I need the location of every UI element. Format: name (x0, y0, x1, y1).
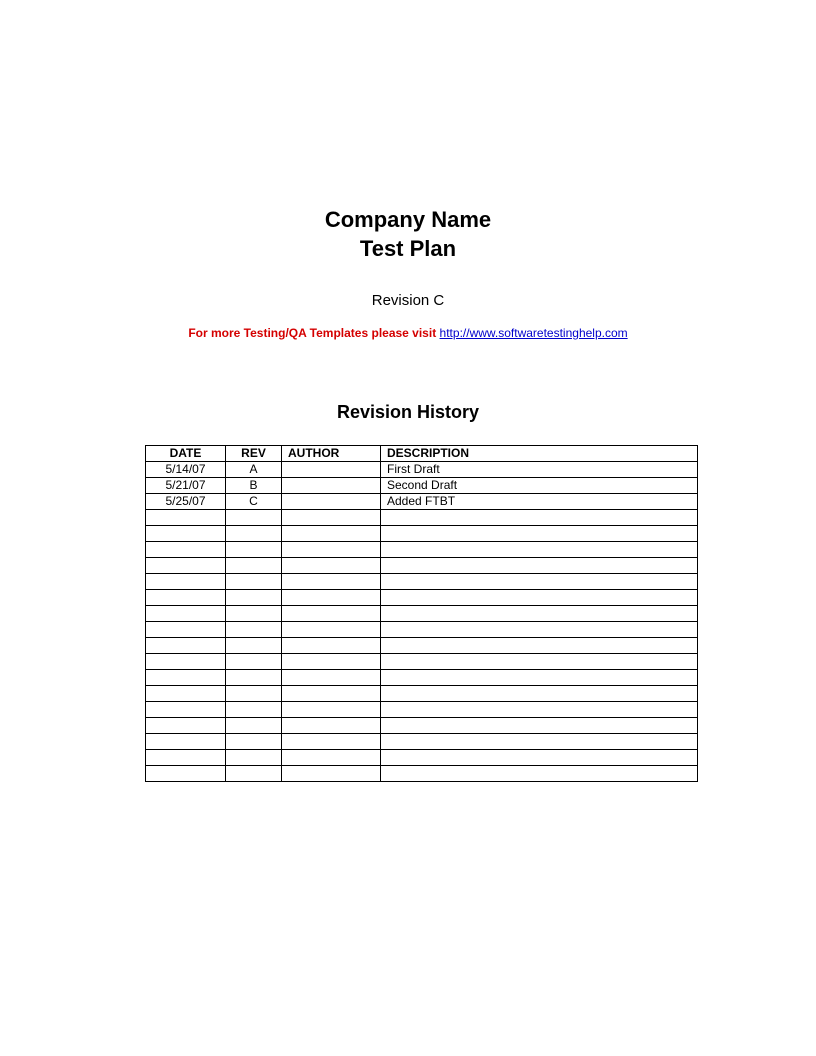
cell-author (282, 670, 381, 686)
cell-author (282, 750, 381, 766)
promo-link[interactable]: http://www.softwaretestinghelp.com (439, 326, 628, 340)
cell-description (381, 606, 698, 622)
cell-author (282, 494, 381, 510)
cell-date (146, 686, 226, 702)
cell-description (381, 590, 698, 606)
table-row (146, 542, 698, 558)
table-row (146, 654, 698, 670)
cell-date (146, 574, 226, 590)
revision-label: Revision C (371, 292, 445, 309)
cell-date (146, 702, 226, 718)
cell-date: 5/14/07 (146, 462, 226, 478)
company-name: Company Name (324, 207, 492, 232)
cell-description (381, 510, 698, 526)
cell-date (146, 718, 226, 734)
cell-description (381, 766, 698, 782)
cell-rev (226, 766, 282, 782)
table-row (146, 494, 698, 510)
header-rev: REV (226, 446, 282, 462)
cell-rev (226, 734, 282, 750)
cell-date (146, 510, 226, 526)
header-author: AUTHOR (282, 446, 381, 462)
cell-description (381, 638, 698, 654)
cell-author (282, 606, 381, 622)
cell-description (381, 654, 698, 670)
header-description: DESCRIPTION (381, 446, 698, 462)
cell-rev (226, 654, 282, 670)
table-header-row (146, 446, 698, 462)
cell-description (381, 558, 698, 574)
cell-date (146, 542, 226, 558)
cell-author (282, 718, 381, 734)
table-row (146, 558, 698, 574)
table-body (146, 462, 698, 782)
table-row (146, 766, 698, 782)
cell-description (381, 702, 698, 718)
cell-author (282, 734, 381, 750)
cell-rev (226, 718, 282, 734)
cell-description (381, 622, 698, 638)
cell-rev (226, 750, 282, 766)
cell-description (381, 734, 698, 750)
cell-author (282, 478, 381, 494)
cell-author (282, 558, 381, 574)
table-row (146, 734, 698, 750)
cell-description (381, 526, 698, 542)
table-row (146, 590, 698, 606)
cell-date: 5/25/07 (146, 494, 226, 510)
revision-history-table (145, 445, 698, 782)
cell-date (146, 622, 226, 638)
cell-description: First Draft (381, 462, 698, 478)
header-date: DATE (146, 446, 226, 462)
cell-rev (226, 606, 282, 622)
cell-author (282, 638, 381, 654)
table-row (146, 750, 698, 766)
document-title (0, 205, 816, 263)
cell-date (146, 638, 226, 654)
cell-description (381, 686, 698, 702)
cell-author (282, 590, 381, 606)
promo-line (0, 326, 816, 341)
promo-text: For more Testing/QA Templates please visit (188, 326, 437, 340)
cell-author (282, 574, 381, 590)
cell-description (381, 750, 698, 766)
cell-description (381, 670, 698, 686)
cell-date: 5/21/07 (146, 478, 226, 494)
cell-description: Second Draft (381, 478, 698, 494)
cell-date (146, 750, 226, 766)
table-row (146, 510, 698, 526)
cell-author (282, 686, 381, 702)
cell-author (282, 702, 381, 718)
cell-rev (226, 574, 282, 590)
cell-date (146, 654, 226, 670)
cell-rev: A (226, 462, 282, 478)
cell-author (282, 622, 381, 638)
table-row (146, 622, 698, 638)
cell-rev (226, 622, 282, 638)
revision-history-title: Revision History (336, 402, 480, 422)
table-row (146, 462, 698, 478)
table-row (146, 638, 698, 654)
cell-rev (226, 686, 282, 702)
cell-date (146, 734, 226, 750)
cell-rev: B (226, 478, 282, 494)
table-row (146, 686, 698, 702)
cell-rev (226, 542, 282, 558)
cell-author (282, 462, 381, 478)
cell-description (381, 718, 698, 734)
table-row (146, 670, 698, 686)
table-row (146, 574, 698, 590)
table-row (146, 478, 698, 494)
cell-author (282, 510, 381, 526)
cell-author (282, 766, 381, 782)
table-row (146, 718, 698, 734)
cell-rev (226, 558, 282, 574)
cell-date (146, 670, 226, 686)
cell-rev: C (226, 494, 282, 510)
cell-date (146, 558, 226, 574)
cell-date (146, 606, 226, 622)
cell-rev (226, 526, 282, 542)
cell-author (282, 526, 381, 542)
cell-description (381, 542, 698, 558)
cell-rev (226, 590, 282, 606)
cell-rev (226, 670, 282, 686)
cell-rev (226, 702, 282, 718)
cell-description (381, 574, 698, 590)
cell-date (146, 590, 226, 606)
doc-title: Test Plan (359, 236, 457, 261)
cell-rev (226, 638, 282, 654)
table-row (146, 526, 698, 542)
cell-author (282, 542, 381, 558)
table-row (146, 606, 698, 622)
cell-rev (226, 510, 282, 526)
table-row (146, 702, 698, 718)
cell-author (282, 654, 381, 670)
cell-date (146, 766, 226, 782)
cell-date (146, 526, 226, 542)
cell-description: Added FTBT (381, 494, 698, 510)
